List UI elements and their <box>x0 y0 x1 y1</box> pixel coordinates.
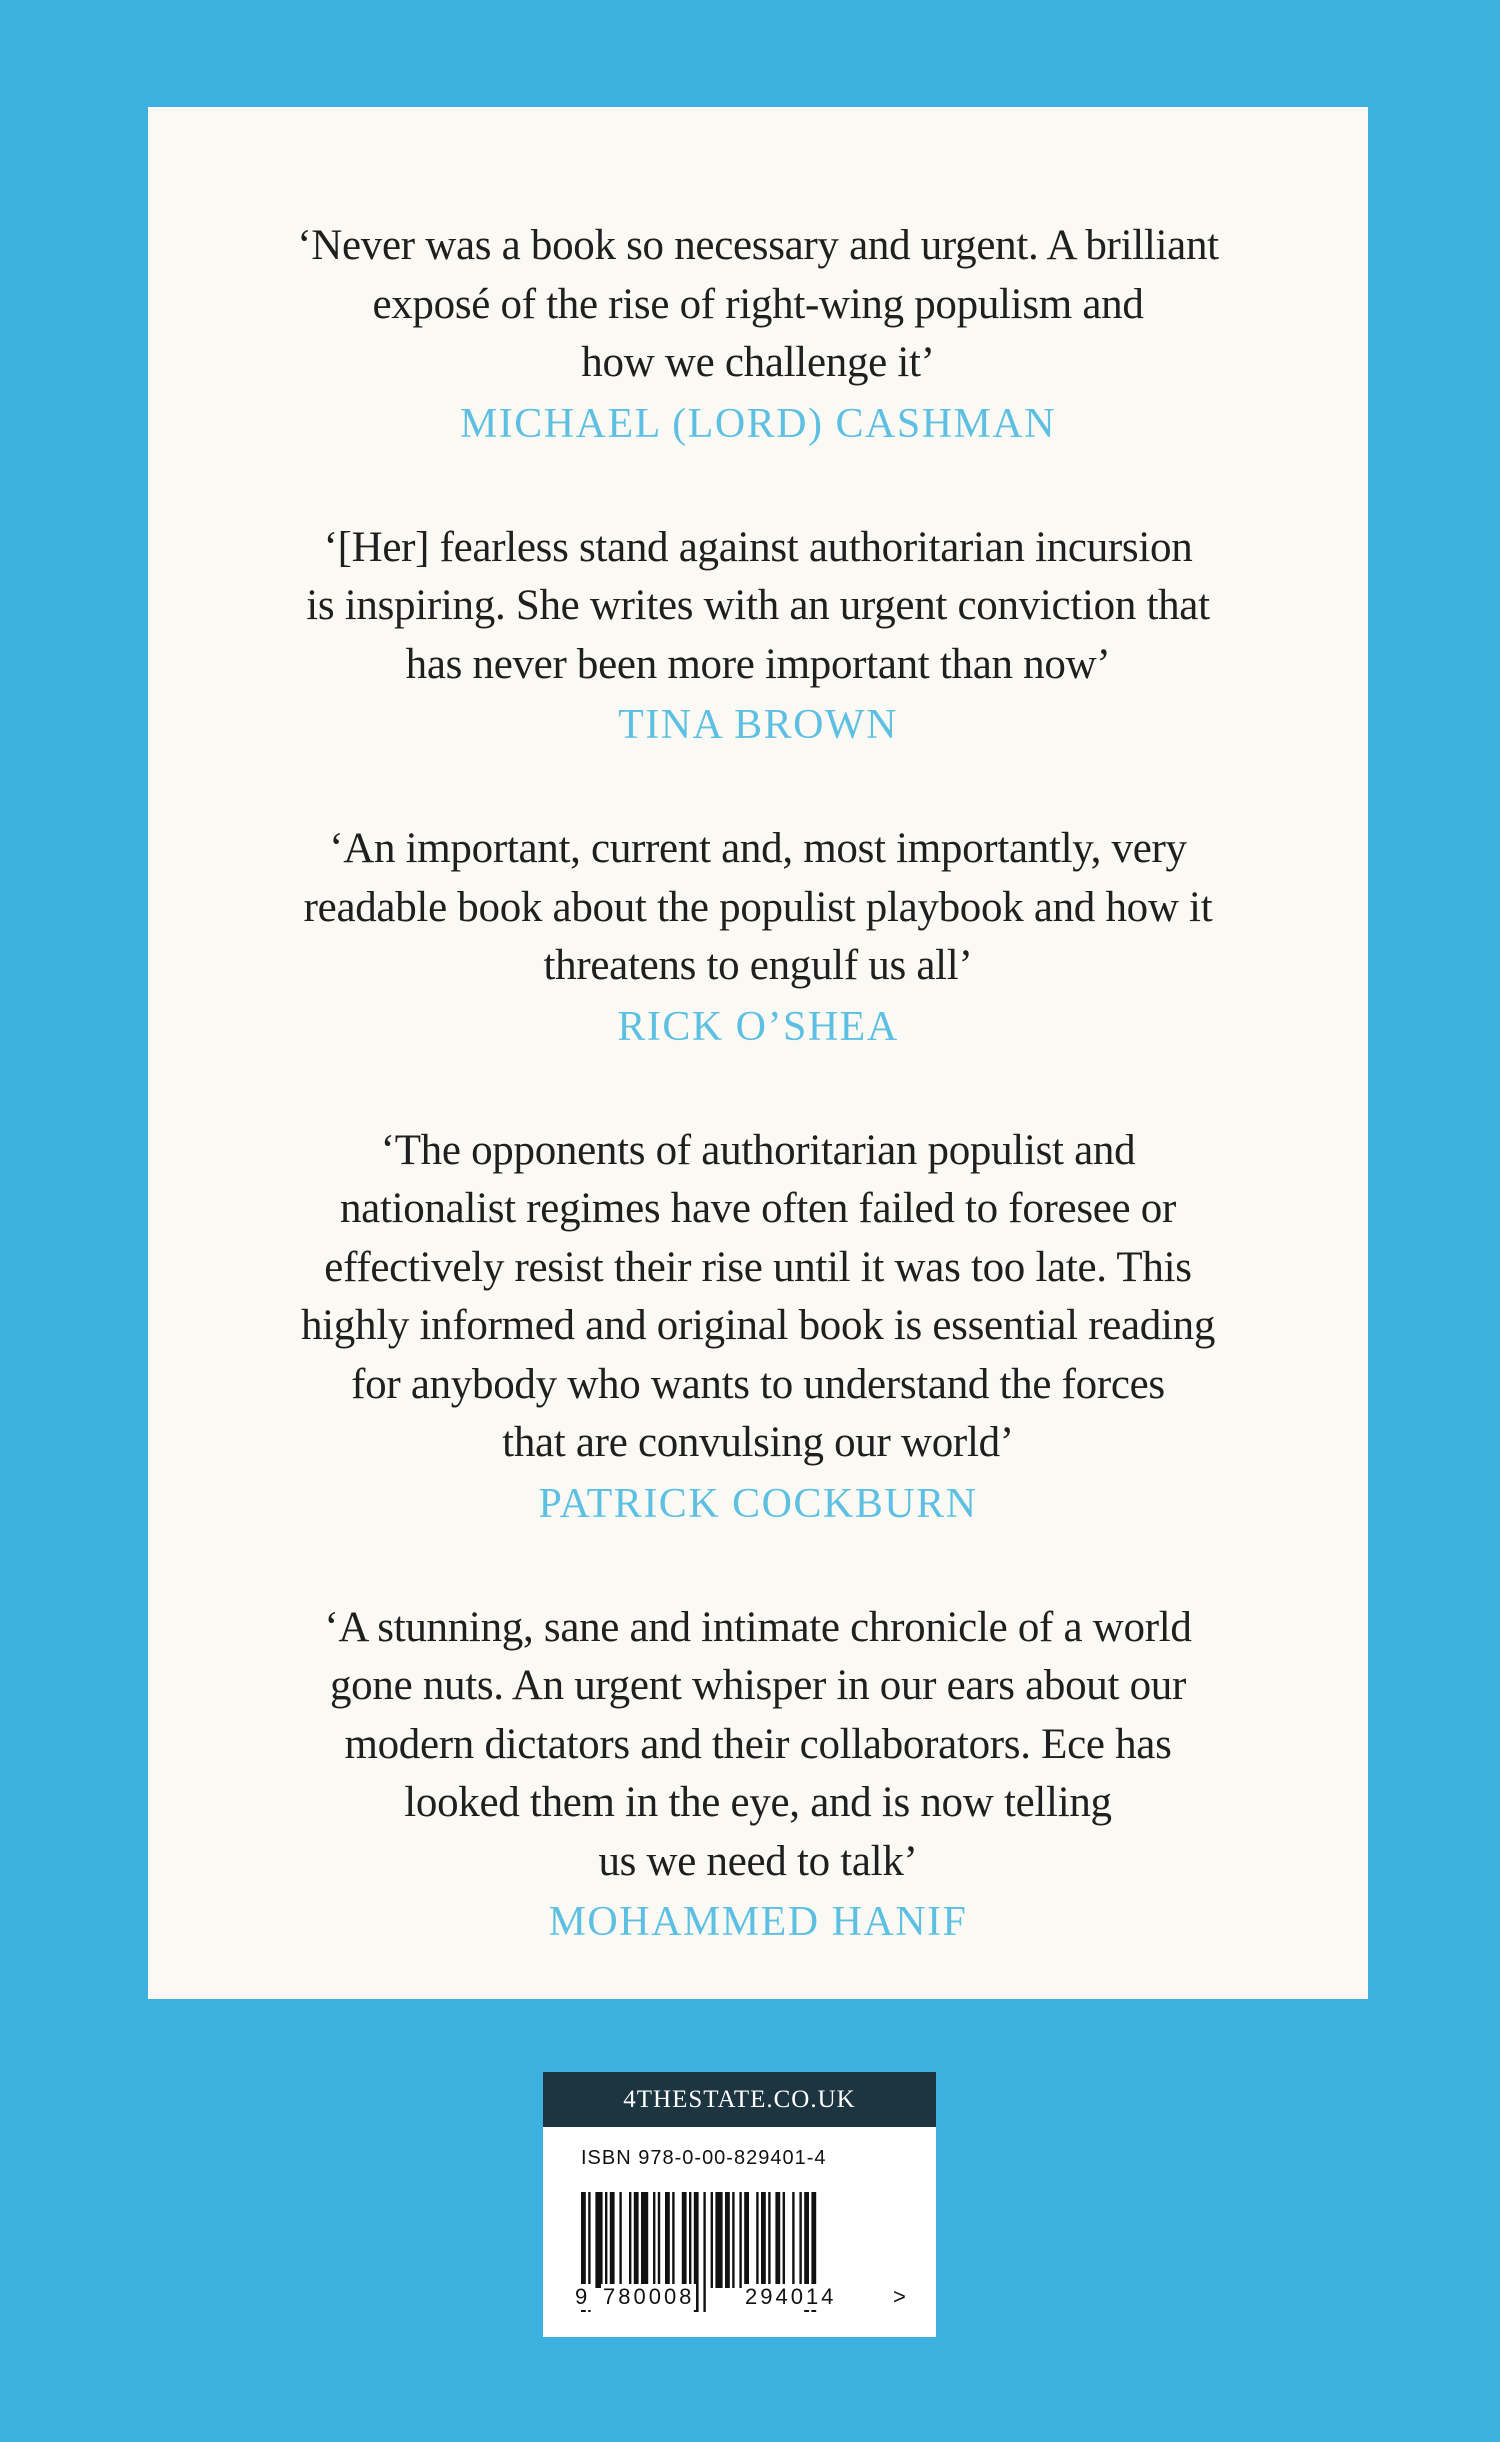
blurb-3 <box>218 820 1298 1056</box>
quote-line: for anybody who wants to understand the forces <box>351 1360 1165 1408</box>
quote-line: is inspiring. She writes with an urgent conviction that <box>306 582 1210 629</box>
quote-line: modern dictators and their collaborators. Ece has <box>344 1720 1172 1768</box>
blurb-4 <box>218 1122 1298 1533</box>
barcode-bar <box>739 2192 741 2288</box>
blurb-quote <box>218 519 1298 695</box>
barcode-bar <box>634 2192 639 2288</box>
barcode-bar <box>744 2192 749 2288</box>
quote-line: ‘An important, current and, most importantly, very <box>329 825 1187 872</box>
barcode-bar <box>799 2192 801 2288</box>
barcode-bar <box>768 2192 770 2288</box>
barcode-bar <box>703 2192 705 2312</box>
blurb-attribution: PATRICK COCKBURN <box>538 1480 978 1527</box>
quote-line: how we challenge it’ <box>581 339 935 386</box>
isbn-number: 978-0-00-829401-4 <box>638 2147 827 2169</box>
quote-line: ‘Never was a book so necessary and urgent. A brilliant <box>297 222 1219 269</box>
barcode-bar <box>595 2192 602 2288</box>
barcode-bar <box>792 2192 794 2288</box>
barcode-bar <box>641 2192 648 2288</box>
barcode-bar <box>658 2192 660 2288</box>
barcode-digit-group-2: 294014 <box>745 2284 837 2309</box>
barcode-bar <box>711 2192 713 2288</box>
barcode-bar <box>715 2192 722 2288</box>
barcode-bar <box>689 2192 691 2288</box>
publisher-website: 4THESTATE.CO.UK <box>543 2072 936 2127</box>
barcode-bar <box>672 2192 674 2288</box>
blurb-quote <box>218 217 1298 393</box>
barcode-bar <box>732 2192 734 2288</box>
quote-line: readable book about the populist playbook and how it <box>303 883 1213 931</box>
barcode-bar <box>605 2192 607 2288</box>
blurb-quote <box>218 1122 1298 1473</box>
blurb-2 <box>218 519 1298 755</box>
barcode-bar <box>619 2192 621 2288</box>
quote-line: looked them in the eye, and is now telling <box>404 1779 1112 1826</box>
barcode-bar <box>725 2192 730 2288</box>
barcode-bar <box>775 2192 780 2288</box>
blurb-attribution: MICHAEL (LORD) CASHMAN <box>459 400 1057 447</box>
barcode-bar <box>665 2192 670 2288</box>
quote-line: threatens to engulf us all’ <box>543 942 973 989</box>
quote-line: ‘A stunning, sane and intimate chronicle of a world <box>324 1603 1192 1651</box>
quote-line: that are convulsing our world’ <box>502 1419 1014 1466</box>
quote-line: us we need to talk’ <box>598 1837 918 1885</box>
blurb-attribution: MOHAMMED HANIF <box>548 1899 968 1945</box>
barcode-bar <box>682 2192 687 2288</box>
quote-line: ‘[Her] fearless stand against authoritarian incursion <box>323 523 1193 571</box>
quote-line: has never been more important than now’ <box>405 640 1111 688</box>
quote-line: effectively resist their rise until it was too late. This <box>324 1243 1192 1291</box>
barcode-bar <box>653 2192 655 2288</box>
barcode-bar <box>761 2192 766 2288</box>
blurb-panel <box>148 107 1368 1999</box>
quote-line: highly informed and original book is essential reading <box>300 1302 1216 1349</box>
blurb-quote <box>218 820 1298 996</box>
quote-line: nationalist regimes have often failed to foresee or <box>339 1185 1176 1232</box>
barcode-label <box>543 2072 936 2337</box>
barcode-digit-group-1: 780008 <box>603 2284 695 2309</box>
barcode-bar <box>629 2192 631 2288</box>
blurb-attribution: TINA BROWN <box>618 702 898 748</box>
barcode-bar <box>756 2192 758 2288</box>
quote-line: gone nuts. An urgent whisper in our ears about our <box>329 1662 1186 1709</box>
barcode-digit-lead: 9 <box>575 2284 591 2309</box>
quote-line: exposé of the rise of right-wing populism and <box>372 280 1144 328</box>
blurb-5 <box>218 1599 1298 1952</box>
barcode-bar <box>783 2192 785 2288</box>
blurb-attribution: RICK O’SHEA <box>617 1003 899 1050</box>
quote-line: ‘The opponents of authoritarian populist and <box>380 1126 1136 1174</box>
blurb-1 <box>218 217 1298 453</box>
barcode-digit-trail: > <box>893 2284 909 2309</box>
blurb-quote <box>218 1599 1298 1892</box>
isbn-line <box>581 2147 936 2170</box>
barcode-bar <box>610 2192 615 2288</box>
isbn-label: ISBN <box>581 2147 632 2169</box>
